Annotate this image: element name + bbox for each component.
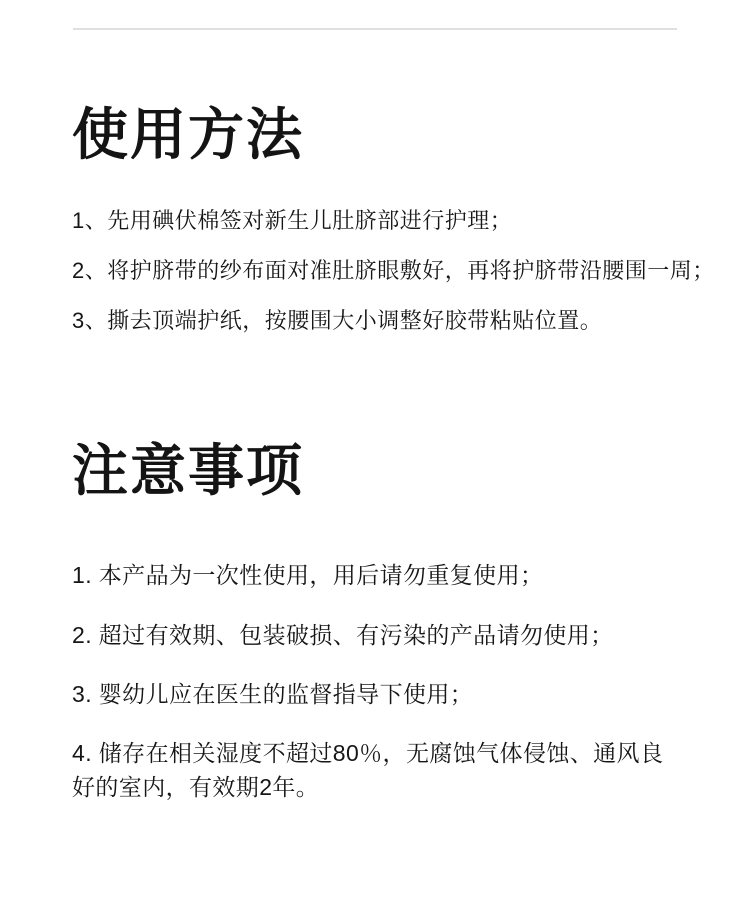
section-usage: [0, 0, 750, 360]
page-title-usage: 使用方法: [72, 103, 304, 166]
list-item: 2. 超过有效期、包装破损、有污染的产品请勿使用；: [72, 621, 614, 648]
usage-step-list: [72, 166, 715, 360]
notes-list: [72, 501, 678, 830]
list-item: 3、撕去顶端护纸，按腰围大小调整好胶带粘贴位置。: [72, 307, 603, 333]
section-notes: [0, 360, 750, 830]
list-item: 4. 储存在相关湿度不超过80％，无腐蚀气体侵蚀、通风良好的室内，有效期2年。: [72, 740, 664, 800]
list-item: 1、先用碘伏棉签对新生儿肚脐部进行护理；: [72, 207, 513, 233]
list-item: 1. 本产品为一次性使用，用后请勿重复使用；: [72, 562, 544, 589]
list-item: 2、将护脐带的纱布面对准肚脐眼敷好，再将护脐带沿腰围一周；: [72, 257, 715, 283]
page-title-notes: 注意事项: [72, 438, 304, 502]
list-item: 3. 婴幼儿应在医生的监督指导下使用；: [72, 680, 474, 707]
